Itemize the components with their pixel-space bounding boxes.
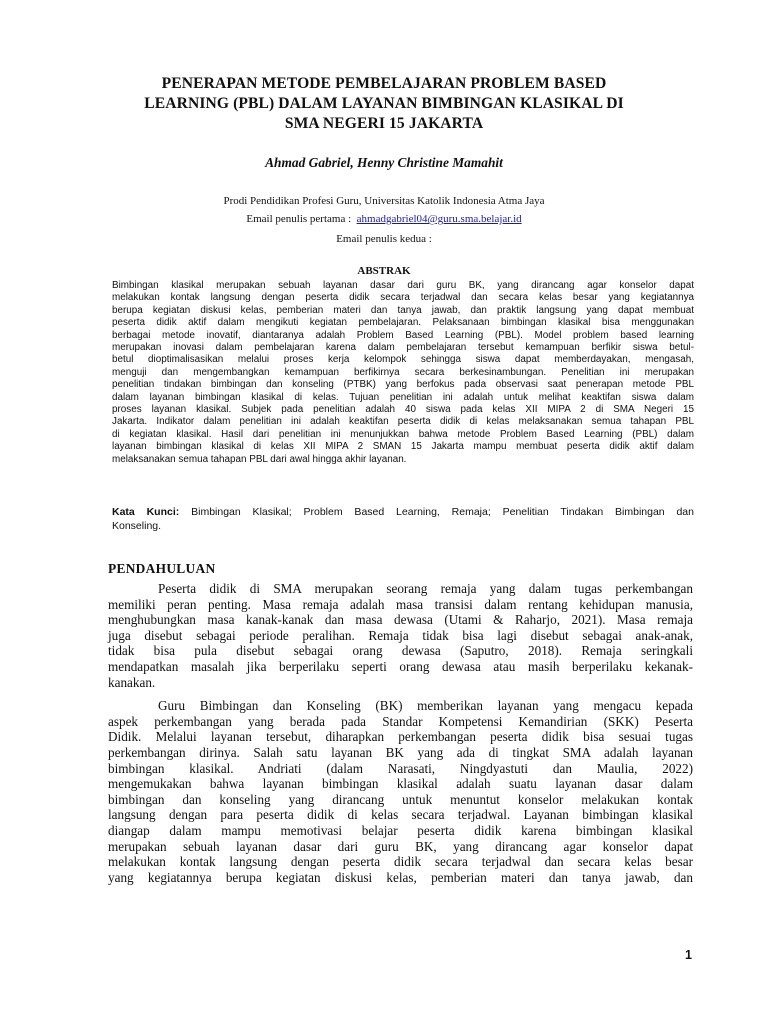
abstract-line: Bimbingan klasikal merupakan sebuah layanan dasar dari guru BK, yang dirancang agar konselor dapat: [112, 280, 694, 291]
keywords-text: Bimbingan Klasikal; Problem Based Learning, Remaja; Penelitian Tindakan Bimbingan dan: [191, 506, 694, 518]
keywords-line: [112, 506, 694, 520]
email-label: Email penulis pertama :: [246, 213, 352, 225]
paragraph-line: diangap dalam mampu memotivasi belajar peserta didik karena bimbingan klasikal: [108, 822, 693, 838]
abstract-line: betul dioptimalisasikan melalui proses kerja kelompok sehingga siswa dapat memberdayakan, mengasah,: [112, 354, 694, 366]
paragraph-line: perkembangan dirinya. Salah satu layanan BK yang ada di tingkat SMA adalah layanan: [108, 744, 693, 760]
abstract-line: peserta didik aktif dalam mengikuti kegiatan pembelajaran. Pelaksanaan bimbingan klasikal bisa menggunakan: [112, 317, 694, 329]
affiliation: Prodi Pendidikan Profesi Guru, Universitas Katolik Indonesia Atma Jaya: [223, 195, 545, 207]
email-link[interactable]: ahmadgabriel04@guru.sma.belajar.id: [356, 213, 522, 225]
paragraph-line: juga disebut sebagai periode peralihan. Remaja tidak bisa lagi disebut sebagai anak-anak,: [108, 627, 693, 643]
abstract-line: berbagai metode inovatif, diantaranya adalah Problem Based Learning (PBL). Model problem based learning: [112, 329, 694, 341]
paragraph-line: kanakan.: [108, 674, 156, 690]
abstract-line: layanan bimbingan klasikal di kelas XII MIPA 2 SMAN 15 Jakarta mampu membuat peserta didik aktif dalam: [112, 441, 694, 453]
paragraph-line: mendapatkan masalah jika berperilaku seperti orang dewasa atau masih berperilaku kekanak-: [108, 658, 693, 674]
paragraph-line: tidak bisa pula disebut sebagai orang dewasa (Saputro, 2018). Remaja seringkali: [108, 643, 693, 659]
abstract-line: menguji dan mengembangkan kemampuan berfikirnya secara berkesinambungan. Penelitian ini merupakan: [112, 366, 694, 378]
paragraph-line: Didik. Melalui layanan tersebut, diharapkan perkembangan peserta didik bisa sesuai tugas: [108, 729, 693, 745]
abstract-body: [112, 280, 694, 466]
abstract-line: proses layanan klasikal. Subjek pada penelitian adalah 40 siswa pada kelas XII MIPA 2 di SMA Negeri 15: [112, 404, 694, 416]
abstract-line: penelitian tindakan bimbingan dan konseling (PTBK) yang berfokus pada observasi saat penerapan metode PBL: [112, 379, 694, 391]
paragraph-line: yang kegiatannya berupa kegiatan diskusi kelas, pemberian materi dan tanya jawab, dan: [108, 869, 693, 885]
keywords-block: [112, 506, 694, 533]
abstract-line: dalam layanan bimbingan klasikal di kelas. Tujuan penelitian ini adalah untuk melihat keaktifan siswa dalam: [112, 391, 694, 403]
keywords-label: Kata Kunci:: [112, 506, 180, 518]
paragraph-line: Guru Bimbingan dan Konseling (BK) memberikan layanan yang mengacu kepada: [158, 698, 693, 714]
abstract-heading: ABSTRAK: [357, 265, 411, 277]
section-heading: PENDAHULUAN: [108, 561, 216, 576]
title-line: PENERAPAN METODE PEMBELAJARAN PROBLEM BASED: [161, 75, 607, 92]
abstract-line: di kegiatan klasikal. Hasil dari penelitian ini menunjukkan bahwa metode Problem Based Learning (PBL) dalam: [112, 428, 694, 440]
author-list: Ahmad Gabriel, Henny Christine Mamahit: [265, 155, 503, 170]
paragraph-line: mengemukakan bahwa layanan bimbingan klasikal adalah suatu layanan dasar dalam: [108, 776, 693, 792]
page-number: 1: [685, 948, 692, 962]
abstract-line: merupakan inovasi dalam pembelajaran karena dalam pembelajaran tersebut kemampuan berfikir siswa betul-: [112, 342, 694, 354]
paragraph-line: merupakan sebuah layanan dasar dari guru BK, yang dirancang agar konselor dapat: [108, 838, 693, 854]
paragraph-line: Peserta didik di SMA merupakan seorang remaja yang dalam tugas perkembangan: [158, 581, 693, 596]
abstract-line: melakukan kontak langsung dengan peserta didik secara terjadwal dan secara kelas besar yang kegiatannya: [112, 292, 694, 304]
paragraph-line: bimbingan klasikal. Andriati (dalam Narasati, Ningdyastuti dan Maulia, 2022): [108, 760, 693, 776]
paragraph-line: aspek perkembangan yang berada pada Standar Kompetensi Kemandirian (SKK) Peserta: [108, 713, 693, 729]
paragraph-gap: [108, 690, 693, 698]
paper-title: [108, 74, 660, 134]
title-line: LEARNING (PBL) DALAM LAYANAN BIMBINGAN KLASIKAL DI: [144, 95, 624, 112]
first-author-email-line: [0, 213, 768, 225]
paragraph-line: menghubungkan masa kanak-kanak dan masa dewasa (Utami & Raharjo, 2021). Masa remaja: [108, 612, 693, 628]
second-author-email-line: Email penulis kedua :: [336, 233, 432, 245]
keywords-line: Konseling.: [112, 519, 162, 532]
abstract-line: melaksanakan semua tahapan PBL dari awal hingga akhir layanan.: [112, 453, 407, 465]
title-line: SMA NEGERI 15 JAKARTA: [284, 115, 484, 132]
abstract-line: Jakarta. Indikator dalam penelitian ini adalah keaktifan peserta didik di kelas melaksanakan semua tahapan PBL: [112, 416, 694, 428]
paragraph-line: bimbingan dan konseling yang dirancang untuk menuntut konselor melakukan kontak: [108, 791, 693, 807]
abstract-line: berupa kegiatan diskusi kelas, pemberian materi dan tanya jawab, dan praktik langsung yang dapat membuat: [112, 304, 694, 316]
introduction-body: [108, 581, 693, 885]
paragraph-line: langsung dengan para peserta didik di kelas secara terjadwal. Layanan bimbingan klasikal: [108, 807, 693, 823]
paragraph-line: memiliki peran penting. Masa remaja adalah masa transisi dalam rentang kehidupan manusia,: [108, 596, 693, 612]
paragraph-line: melakukan kontak langsung dengan peserta didik secara terjadwal dan secara kelas besar: [108, 854, 693, 870]
